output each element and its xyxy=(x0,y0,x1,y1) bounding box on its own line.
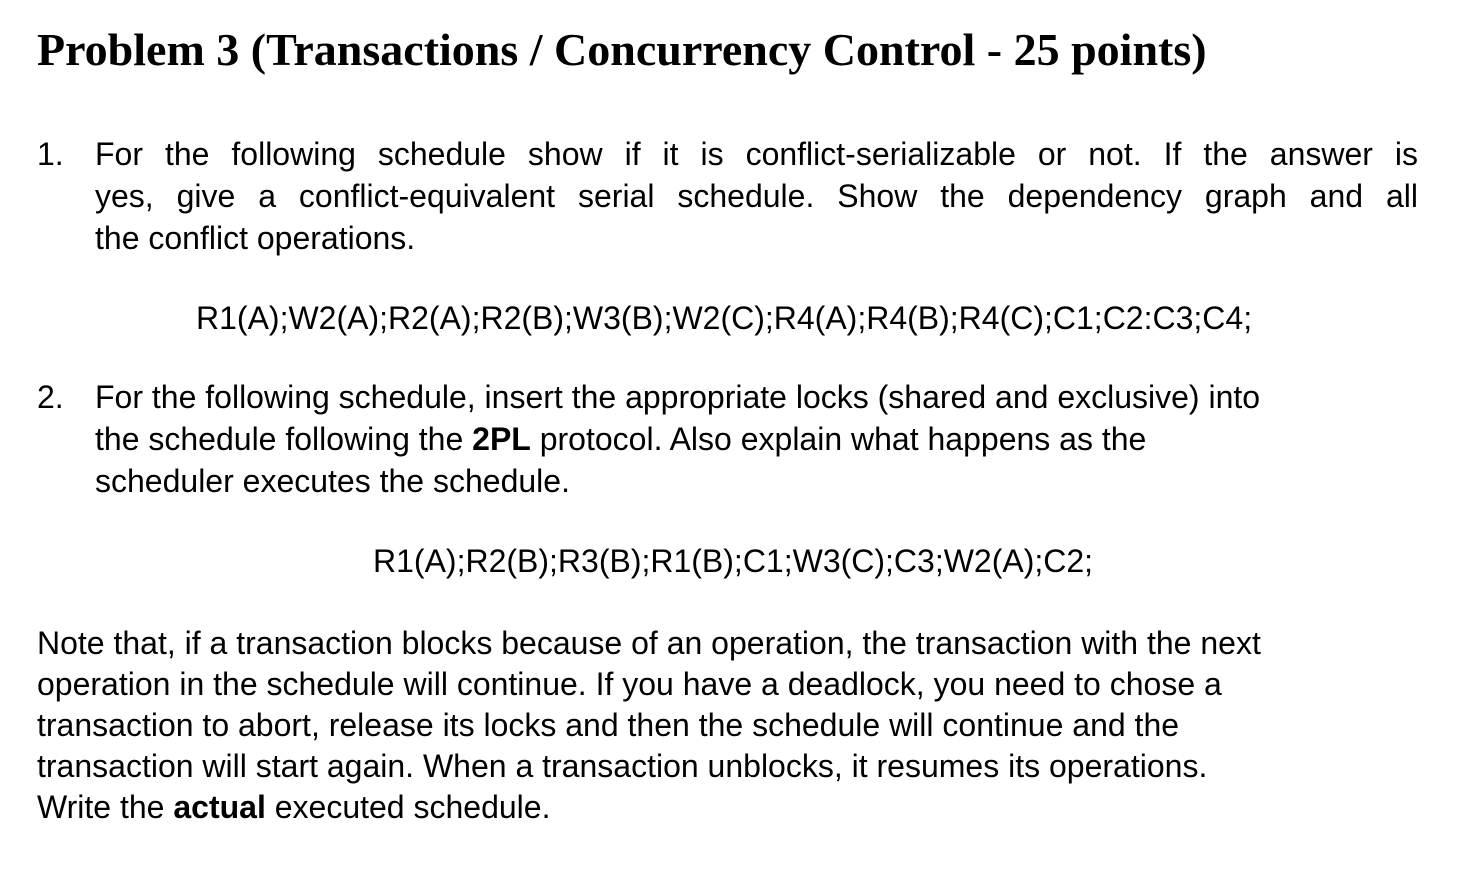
note-line xyxy=(37,787,1418,828)
question-1-number: 1. xyxy=(37,136,64,172)
note-paragraph xyxy=(37,623,1418,828)
question-2-line: scheduler executes the schedule. xyxy=(95,463,570,499)
note-line: Note that, if a transaction blocks because of an operation, the transaction with the next xyxy=(37,625,1261,661)
question-2-text xyxy=(95,376,1418,502)
question-2 xyxy=(37,376,1418,502)
question-2-line: For the following schedule, insert the appropriate locks (shared and exclusive) into xyxy=(95,379,1261,415)
question-2-line xyxy=(95,418,1418,460)
note-line: transaction to abort, release its locks and then the schedule will continue and the xyxy=(37,707,1180,743)
question-2-text-segment: the schedule following the xyxy=(95,421,473,457)
actual-emphasis: actual xyxy=(173,789,266,825)
schedule-2: R1(A);R2(B);R3(B);R1(B);C1;W3(C);C3;W2(A);C2; xyxy=(373,543,1094,579)
question-1-line: the conflict operations. xyxy=(95,220,416,256)
note-line: transaction will start again. When a transaction unblocks, it resumes its operations. xyxy=(37,748,1208,784)
problem-title: Problem 3 (Transactions / Concurrency Control - 25 points) xyxy=(37,24,1207,75)
question-2-number: 2. xyxy=(37,379,64,415)
note-text-segment: Write the xyxy=(37,789,174,825)
question-1-line: yes, give a conflict-equivalent serial schedule. Show the dependency graph and all xyxy=(95,178,1418,214)
question-1 xyxy=(37,133,1418,259)
note-text-segment: executed schedule. xyxy=(265,789,551,825)
question-1-line: For the following schedule show if it is conflict-serializable or not. If the answer is xyxy=(95,136,1418,172)
question-2-text-segment: protocol. Also explain what happens as the xyxy=(530,421,1147,457)
note-line: operation in the schedule will continue. If you have a deadlock, you need to chose a xyxy=(37,666,1222,702)
question-1-text xyxy=(95,133,1418,259)
protocol-2pl: 2PL xyxy=(472,421,531,457)
schedule-1: R1(A);W2(A);R2(A);R2(B);W3(B);W2(C);R4(A);R4(B);R4(C);C1;C2:C3;C4; xyxy=(196,300,1253,336)
